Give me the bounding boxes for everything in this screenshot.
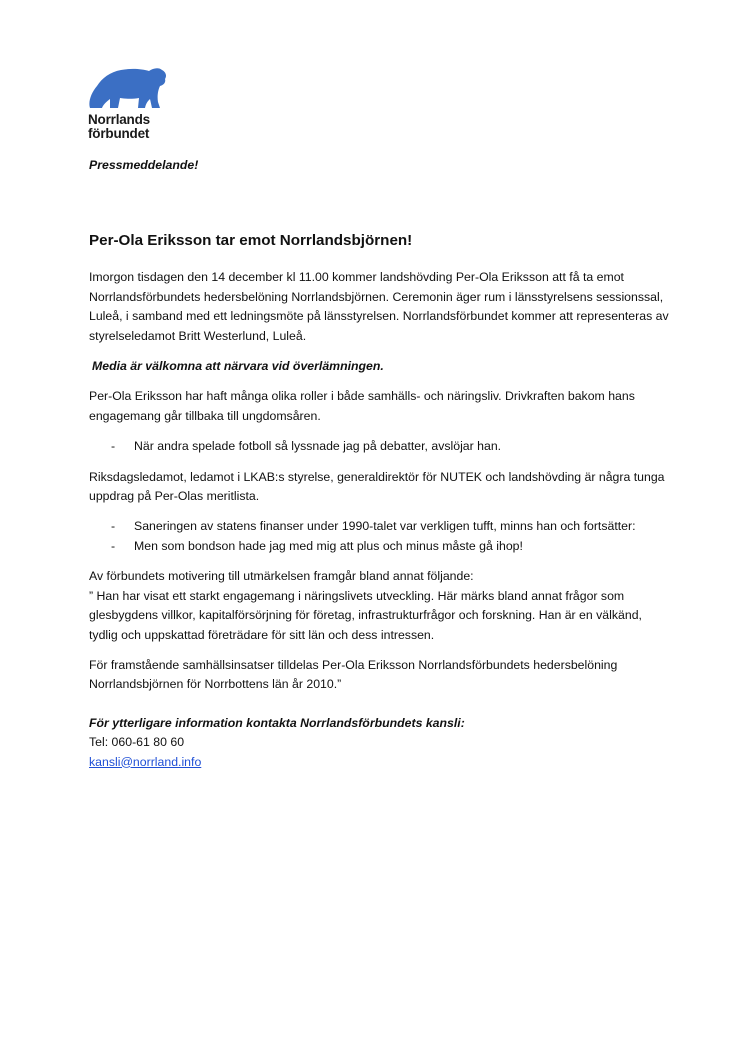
list-item xyxy=(89,517,669,536)
paragraph-award: För framstående samhällsinsatser tilldelas Per-Ola Eriksson Norrlandsförbundets hedersbelöning Norrlandsbjörnen för Norrbottens län år 2010.” xyxy=(89,657,618,692)
document-body xyxy=(89,156,669,772)
contact-email-link[interactable]: kansli@norrland.info xyxy=(89,754,202,769)
quote-list-1 xyxy=(89,437,669,456)
motivation-quote: ” Han har visat ett starkt engagemang i näringslivets utveckling. Här märks bland annat frågor som glesbygdens villkor, kapitalförsörjning för företag, infrastrukturfrågor och forskning. Han är en välkänd, tydlig och uppskattad företrädare för sitt län och dess intressen. xyxy=(89,588,642,642)
paragraph-roles: Per-Ola Eriksson har haft många olika roller i både samhälls- och näringsliv. Drivkraften bakom hans engagemang går tillbaka till ungdomsåren. xyxy=(89,389,635,423)
paragraph-intro: Imorgon tisdagen den 14 december kl 11.00 kommer landshövding Per-Ola Eriksson att få ta emot Norrlandsförbundets hedersbelöning Norrlandsbjörnen. Ceremonin äger rum i länsstyrelsens sessionssal, Luleå, i samband med ett ledningsmöte på länsstyrelsen. Norrlandsförbundet kommer att representeras av styrelseledamot Britt Westerlund, Luleå. xyxy=(89,270,669,343)
quote-list-2 xyxy=(89,517,669,556)
media-notice: Media är välkomna att närvara vid överlämningen. xyxy=(92,359,384,374)
bear-icon xyxy=(88,66,168,110)
motivation-intro: Av förbundets motivering till utmärkelsen framgår bland annat följande: xyxy=(89,569,474,584)
page-title: Per-Ola Eriksson tar emot Norrlandsbjörnen! xyxy=(89,232,413,250)
list-item-text: Men som bondson hade jag med mig att plus och minus måste gå ihop! xyxy=(134,538,523,553)
paragraph-merits: Riksdagsledamot, ledamot i LKAB:s styrelse, generaldirektör för NUTEK och landshövding är några tunga uppdrag på Per-Olas meritlista. xyxy=(89,469,665,504)
contact-heading: För ytterligare information kontakta Norrlandsförbundets kansli: xyxy=(89,715,465,730)
bullet-dash: - xyxy=(111,538,116,553)
press-label: Pressmeddelande! xyxy=(89,158,199,172)
contact-phone: Tel: 060-61 80 60 xyxy=(89,735,185,750)
bullet-dash: - xyxy=(111,439,116,454)
contact-block xyxy=(89,714,669,772)
bullet-dash: - xyxy=(111,519,116,534)
paragraph-motivation xyxy=(89,567,669,645)
list-item-text: Saneringen av statens finanser under 1990-talet var verkligen tufft, minns han och fortsätter: xyxy=(134,519,636,534)
norrlandsforbundet-logo xyxy=(88,66,178,140)
logo-line-1: Norrlands xyxy=(88,112,150,127)
list-item-text: När andra spelade fotboll så lyssnade jag på debatter, avslöjar han. xyxy=(134,439,502,454)
logo-line-2: förbundet xyxy=(88,125,150,141)
list-item xyxy=(89,537,669,556)
list-item xyxy=(89,437,669,456)
